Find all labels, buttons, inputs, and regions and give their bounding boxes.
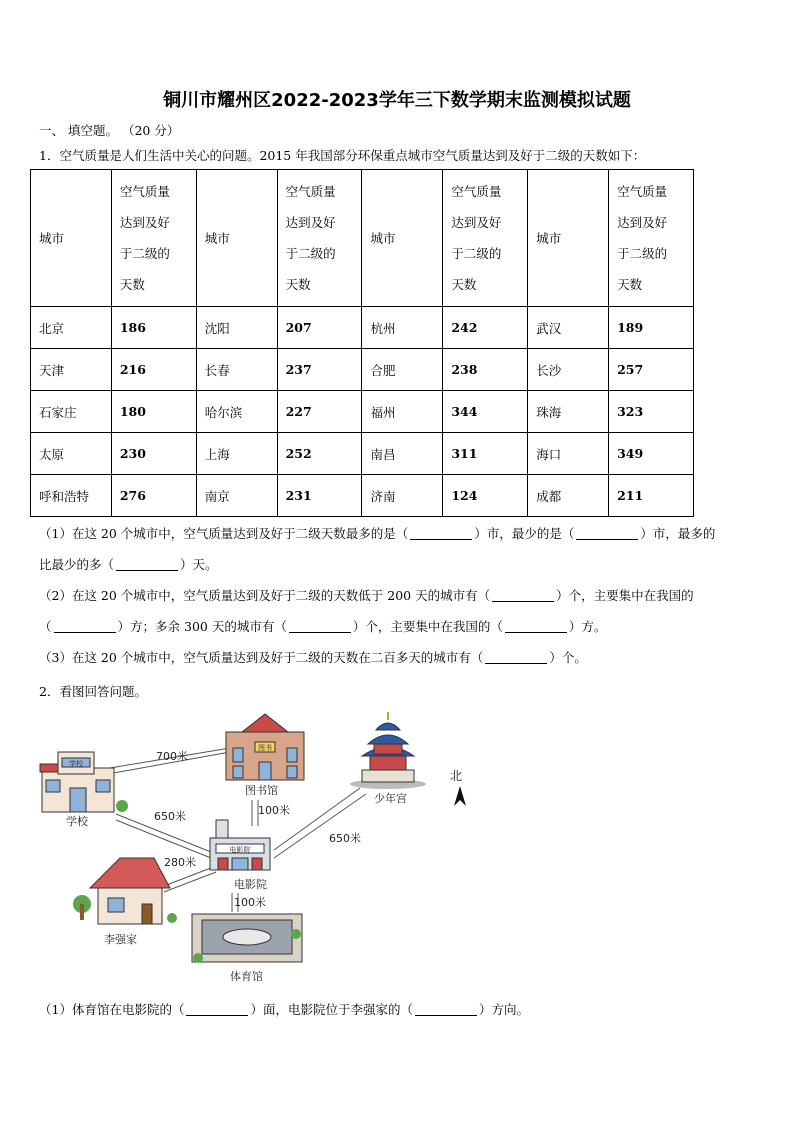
days-cell: 216	[111, 349, 196, 391]
city-cell: 福州	[362, 391, 443, 433]
days-cell: 311	[443, 433, 528, 475]
city-cell: 石家庄	[31, 391, 112, 433]
answer-blank[interactable]	[54, 619, 116, 633]
table-row	[31, 391, 694, 433]
answer-blank[interactable]	[492, 588, 554, 602]
days-cell: 124	[443, 475, 528, 517]
answer-blank[interactable]	[576, 526, 638, 540]
days-cell: 180	[111, 391, 196, 433]
distance-library-cinema: 100米	[258, 804, 290, 817]
road-home-cinema	[164, 866, 216, 886]
q1-sub2-text: ）方。	[568, 619, 607, 634]
city-cell: 海口	[528, 433, 609, 475]
home-label: 李强家	[104, 933, 137, 946]
table-header-row	[31, 170, 694, 307]
header-days-line: 达到及好	[285, 215, 336, 230]
stadium-label: 体育馆	[230, 970, 263, 983]
days-cell: 257	[609, 349, 694, 391]
header-days	[111, 170, 196, 307]
school-building	[40, 752, 128, 812]
q1-sub2-text: ）个，主要集中在我国的	[556, 588, 694, 603]
library-building	[226, 714, 304, 780]
days-cell: 227	[277, 391, 362, 433]
days-cell: 231	[277, 475, 362, 517]
days-cell: 237	[277, 349, 362, 391]
distance-palace-cinema: 650米	[329, 832, 361, 845]
city-cell: 济南	[362, 475, 443, 517]
road-school-cinema	[116, 820, 216, 860]
city-cell: 南昌	[362, 433, 443, 475]
city-cell: 沈阳	[196, 307, 277, 349]
header-days	[443, 170, 528, 307]
q1-sub1	[39, 518, 759, 580]
header-days-line: 于二级的	[617, 246, 668, 261]
q1-sub3	[39, 642, 759, 673]
question-2-stem: 2．看图回答问题。	[39, 684, 147, 699]
location-map	[30, 708, 490, 993]
header-days-line: 天数	[285, 277, 311, 292]
q2-sub1	[39, 994, 759, 1025]
city-cell: 长春	[196, 349, 277, 391]
header-days-line: 达到及好	[119, 215, 170, 230]
library-label: 图书馆	[245, 784, 278, 797]
header-city: 城市	[528, 170, 609, 307]
city-cell: 长沙	[528, 349, 609, 391]
header-city: 城市	[196, 170, 277, 307]
q2-sub1-text: ）面，电影院位于李强家的（	[250, 1002, 413, 1017]
page-title: 铜川市耀州区2022-2023学年三下数学期末监测模拟试题	[163, 90, 631, 111]
table-row	[31, 349, 694, 391]
city-cell: 武汉	[528, 307, 609, 349]
city-cell: 成都	[528, 475, 609, 517]
days-cell: 276	[111, 475, 196, 517]
city-cell: 合肥	[362, 349, 443, 391]
header-days-line: 空气质量	[285, 184, 336, 199]
city-cell: 天津	[31, 349, 112, 391]
q1-sub2-text: ）个，主要集中在我国的（	[352, 619, 503, 634]
header-days	[277, 170, 362, 307]
q1-sub3-text: （3）在这 20 个城市中，空气质量达到及好于二级的天数在二百多天的城市有（	[39, 650, 484, 665]
q1-sub3-text: ）个。	[549, 650, 587, 665]
header-days-line: 达到及好	[617, 215, 668, 230]
days-cell: 230	[111, 433, 196, 475]
days-cell: 242	[443, 307, 528, 349]
answer-blank[interactable]	[116, 557, 178, 571]
home-building	[73, 858, 177, 924]
answer-blank[interactable]	[186, 1002, 248, 1016]
header-days-line: 天数	[617, 277, 643, 292]
city-cell: 上海	[196, 433, 277, 475]
cinema-building	[210, 820, 270, 870]
youth-palace-label: 少年宫	[374, 792, 407, 805]
q1-sub1-text: ）市，最少的是（	[474, 526, 575, 541]
header-city: 城市	[31, 170, 112, 307]
road-home-cinema	[164, 872, 216, 892]
q1-sub1-text: ）市，最多的	[640, 526, 716, 541]
header-days-line: 空气质量	[119, 184, 170, 199]
days-cell: 344	[443, 391, 528, 433]
q1-sub2-text: （2）在这 20 个城市中，空气质量达到及好于二级的天数低于 200 天的城市有（	[39, 588, 491, 603]
days-cell: 323	[609, 391, 694, 433]
header-city: 城市	[362, 170, 443, 307]
q1-sub1-text: ）天。	[180, 557, 218, 572]
q2-sub1-text: （1）体育馆在电影院的（	[39, 1002, 185, 1017]
answer-blank[interactable]	[485, 650, 547, 664]
days-cell: 207	[277, 307, 362, 349]
question-1-stem: 1．空气质量是人们生活中关心的问题。2015 年我国部分环保重点城市空气质量达到及好于二级的天数如下：	[39, 148, 646, 163]
school-label: 学校	[66, 815, 88, 828]
header-days-line: 空气质量	[617, 184, 668, 199]
q2-sub1-text: ）方向。	[478, 1002, 529, 1017]
header-days-line: 达到及好	[451, 215, 502, 230]
cinema-label: 电影院	[234, 878, 267, 891]
q1-sub1-text: 比最少的多（	[39, 557, 115, 572]
q1-sub2-text: ）方；多余 300 天的城市有（	[117, 619, 287, 634]
distance-cinema-stadium: 100米	[234, 896, 266, 909]
header-days-line: 天数	[119, 277, 145, 292]
library-sign: 图书	[258, 744, 272, 752]
q1-sub1-text: （1）在这 20 个城市中，空气质量达到及好于二级天数最多的是（	[39, 526, 409, 541]
table-row	[31, 307, 694, 349]
answer-blank[interactable]	[410, 526, 472, 540]
header-days-line: 于二级的	[119, 246, 170, 261]
north-arrow-icon	[454, 786, 466, 806]
days-cell: 189	[609, 307, 694, 349]
answer-blank[interactable]	[289, 619, 351, 633]
air-quality-table	[30, 169, 694, 517]
city-cell: 呼和浩特	[31, 475, 112, 517]
distance-home-cinema: 280米	[164, 856, 196, 869]
days-cell: 238	[443, 349, 528, 391]
youth-palace-building	[350, 712, 426, 789]
city-cell: 北京	[31, 307, 112, 349]
header-days-line: 于二级的	[451, 246, 502, 261]
table-row	[31, 475, 694, 517]
city-cell: 杭州	[362, 307, 443, 349]
cinema-sign: 电影院	[229, 846, 251, 854]
days-cell: 252	[277, 433, 362, 475]
city-cell: 太原	[31, 433, 112, 475]
city-cell: 珠海	[528, 391, 609, 433]
city-cell: 哈尔滨	[196, 391, 277, 433]
header-days	[609, 170, 694, 307]
distance-school-cinema: 650米	[154, 810, 186, 823]
q1-sub2-text: （	[39, 619, 52, 634]
answer-blank[interactable]	[415, 1002, 477, 1016]
section-heading: 一、 填空题。 （20 分）	[39, 123, 180, 138]
distance-school-library: 700米	[156, 750, 188, 763]
stadium-building	[192, 914, 302, 963]
header-days-line: 空气质量	[451, 184, 502, 199]
table-row	[31, 433, 694, 475]
header-days-line: 于二级的	[285, 246, 336, 261]
q1-sub2	[39, 580, 759, 642]
north-label: 北	[450, 769, 463, 783]
city-cell: 南京	[196, 475, 277, 517]
school-sign: 学校	[69, 760, 83, 768]
days-cell: 349	[609, 433, 694, 475]
header-days-line: 天数	[451, 277, 477, 292]
days-cell: 211	[609, 475, 694, 517]
days-cell: 186	[111, 307, 196, 349]
answer-blank[interactable]	[505, 619, 567, 633]
